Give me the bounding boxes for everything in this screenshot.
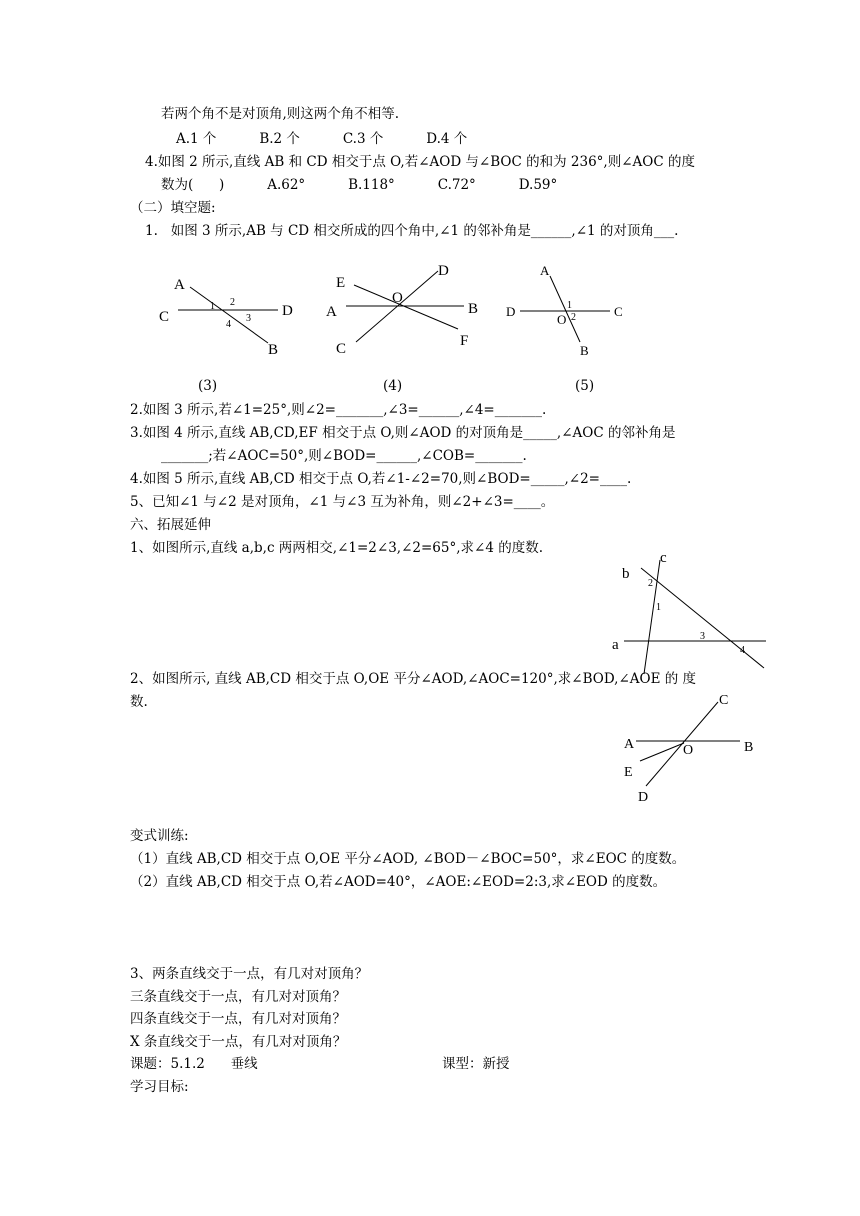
figure-lines-abc: [606, 546, 781, 676]
fig5-label-O: O: [557, 312, 567, 327]
fig3-label-B: B: [268, 342, 279, 358]
figabc-label-a: a: [612, 637, 619, 653]
fill-question-1: 1. 如图 3 所示,AB 与 CD 相交所成的四个角中,∠1 的邻补角是______,∠1 的对顶角___.: [145, 223, 679, 239]
learning-goals-heading: 学习目标:: [130, 1079, 189, 1095]
figure-5-caption: (5): [575, 378, 595, 394]
fig4-label-C: C: [336, 341, 347, 357]
text-line: 四条直线交于一点，有几对对顶角？: [130, 1011, 346, 1027]
lesson-type: 课型：新授: [442, 1056, 510, 1072]
fig4-label-F: F: [460, 333, 469, 349]
figabc-angle-4: 4: [740, 645, 745, 656]
lesson-topic: 课题：5.1.2 垂线: [130, 1056, 258, 1072]
fig5-angle-1: 1: [567, 300, 572, 311]
extension-question-2: 2、如图所示, 直线 AB,CD 相交于点 O,OE 平分∠AOD,∠AOC=120°,求∠BOD,∠AOE 的 度: [130, 671, 697, 687]
fig4-label-A: A: [326, 304, 337, 320]
figabc-label-c: c: [660, 550, 667, 566]
fig3-angle-2: 2: [230, 297, 235, 308]
fig4-label-D: D: [438, 263, 449, 279]
text-line: X 条直线交于一点，有几对对顶角？: [130, 1034, 347, 1050]
figabc-angle-1: 1: [656, 602, 661, 613]
fill-question-3-cont: _______;若∠AOC=50°,则∠BOD=______,∠COB=_______.: [161, 448, 527, 464]
fill-question-5: 5、已知∠1 与∠2 是对顶角，∠1 与∠3 互为补角，则∠2+∠3=____。: [130, 494, 555, 510]
section-heading: （二）填空题:: [130, 200, 216, 216]
figure-lines-aoe: [618, 688, 778, 808]
fig5-label-B: B: [580, 343, 589, 358]
figure-4-caption: (4): [383, 378, 403, 394]
fig3-label-C: C: [159, 309, 170, 325]
text-line: 若两个角不是对顶角,则这两个角不相等.: [161, 106, 400, 122]
figure-3-caption: (3): [198, 378, 218, 394]
fig3-angle-3: 3: [246, 313, 251, 324]
figaoe-label-D: D: [638, 790, 649, 805]
figaoe-label-E: E: [624, 765, 633, 780]
figure-3: [150, 265, 293, 375]
extension-question-2-cont: 数.: [130, 694, 148, 710]
fill-question-2: 2.如图 3 所示,若∠1=25°,则∠2=_______,∠3=______,∠4=_______.: [130, 402, 547, 418]
variant-heading: 变式训练:: [130, 828, 189, 844]
figaoe-label-A: A: [624, 737, 635, 752]
fill-question-4: 4.如图 5 所示,直线 AB,CD 相交于点 O,若∠1-∠2=70,则∠BOD=_____,∠2=____.: [130, 471, 632, 487]
fig3-label-A: A: [174, 277, 185, 293]
fig3-angle-1: 1: [210, 301, 215, 312]
section-heading: 六、拓展延伸: [130, 517, 211, 533]
figaoe-label-O: O: [683, 743, 694, 758]
figabc-label-b: b: [622, 566, 630, 582]
fig5-label-A: A: [540, 263, 550, 278]
text-line: 三条直线交于一点，有几对对顶角？: [130, 989, 346, 1005]
fill-question-3: 3.如图 4 所示,直线 AB,CD,EF 相交于点 O,则∠AOD 的对顶角是_____,∠AOC 的邻补角是: [130, 425, 676, 441]
figure-5: [500, 258, 630, 368]
extension-question-3: 3、两条直线交于一点，有几对对顶角？: [130, 966, 369, 982]
question-4: 4.如图 2 所示,直线 AB 和 CD 相交于点 O,若∠AOD 与∠BOC 的和为 236°,则∠AOC 的度: [145, 154, 695, 170]
figure-4: [318, 255, 488, 365]
figaoe-label-B: B: [744, 740, 754, 755]
fig5-label-C: C: [614, 304, 623, 319]
fig4-label-B: B: [468, 301, 479, 317]
fig3-angle-4: 4: [226, 319, 231, 330]
answer-options: 数为( ) A.62° B.118° C.72° D.59°: [161, 177, 558, 193]
fig5-angle-2: 2: [571, 312, 576, 323]
figabc-angle-3: 3: [700, 631, 705, 642]
extension-question-1: 1、如图所示,直线 a,b,c 两两相交,∠1=2∠3,∠2=65°,求∠4 的度数.: [130, 540, 543, 556]
answer-options: A.1 个 B.2 个 C.3 个 D.4 个: [176, 131, 468, 147]
fig5-label-D: D: [506, 304, 516, 319]
figaoe-label-C: C: [719, 693, 729, 708]
fig3-label-D: D: [282, 303, 293, 319]
variant-question-1: （1）直线 AB,CD 相交于点 O,OE 平分∠AOD, ∠BOD－∠BOC=50°，求∠EOC 的度数。: [130, 851, 686, 867]
fig4-label-E: E: [336, 275, 346, 291]
figabc-angle-2: 2: [648, 578, 653, 589]
variant-question-2: （2）直线 AB,CD 相交于点 O,若∠AOD=40°，∠AOE:∠EOD=2:3,求∠EOD 的度数。: [130, 874, 667, 890]
fig4-label-O: O: [392, 290, 403, 306]
